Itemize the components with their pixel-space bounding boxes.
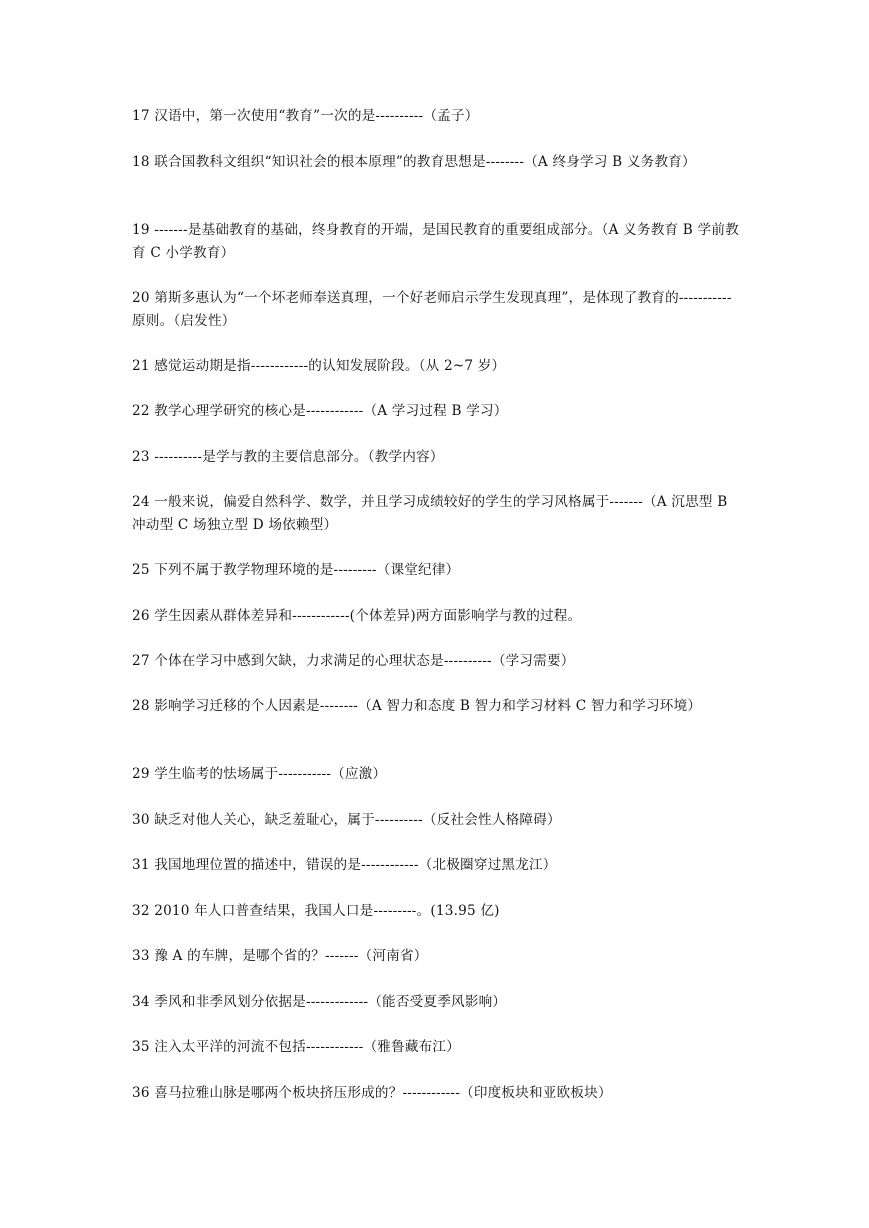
question-29: 29 学生临考的怯场属于-----------（应激） (132, 766, 387, 782)
question-34: 34 季风和非季风划分依据是-------------（能否受夏季风影响） (132, 994, 507, 1010)
question-20: 20 第斯多惠认为“一个坏老师奉送真理，一个好老师启示学生发现真理”，是体现了教育的-----------原则。（启发性） (132, 290, 732, 329)
question-22: 22 教学心理学研究的核心是------------（A 学习过程 B 学习） (132, 403, 508, 419)
question-24: 24 一般来说，偏爱自然科学、数学，并且学习成绩较好的学生的学习风格属于-------（A 沉思型 B 冲动型 C 场独立型 D 场依赖型） (132, 494, 728, 533)
question-30: 30 缺乏对他人关心，缺乏羞耻心，属于----------（反社会性人格障碍） (132, 812, 561, 828)
question-32: 32 2010 年人口普查结果，我国人口是---------。(13.95 亿) (132, 903, 500, 919)
question-26: 26 学生因素从群体差异和------------(个体差异)两方面影响学与教的过程。 (132, 608, 582, 624)
question-28: 28 影响学习迁移的个人因素是--------（A 智力和态度 B 智力和学习材料 C 智力和学习环境） (132, 698, 702, 714)
question-33: 33 豫 A 的车牌，是哪个省的？-------（河南省） (132, 948, 428, 964)
question-27: 27 个体在学习中感到欠缺，力求满足的心理状态是----------（学习需要） (132, 653, 575, 669)
question-25: 25 下列不属于教学物理环境的是---------（课堂纪律） (132, 562, 460, 578)
question-18: 18 联合国教科文组织“知识社会的根本原理”的教育思想是--------（A 终身学习 B 义务教育） (132, 154, 696, 170)
question-31: 31 我国地理位置的描述中，错误的是------------（北极圈穿过黑龙江） (132, 857, 557, 873)
question-35: 35 注入太平洋的河流不包括------------（雅鲁藏布江） (132, 1039, 461, 1055)
question-19: 19 -------是基础教育的基础，终身教育的开端，是国民教育的重要组成部分。（A 义务教育 B 学前教育 C 小学教育） (132, 222, 739, 261)
question-36: 36 喜马拉雅山脉是哪两个板块挤压形成的？------------（印度板块和亚欧板块） (132, 1085, 612, 1101)
question-21: 21 感觉运动期是指------------的认知发展阶段。（从 2~7 岁） (132, 358, 506, 374)
question-23: 23 ----------是学与教的主要信息部分。（教学内容） (132, 449, 444, 465)
question-17: 17 汉语中，第一次使用“教育”一次的是----------（孟子） (132, 108, 479, 124)
